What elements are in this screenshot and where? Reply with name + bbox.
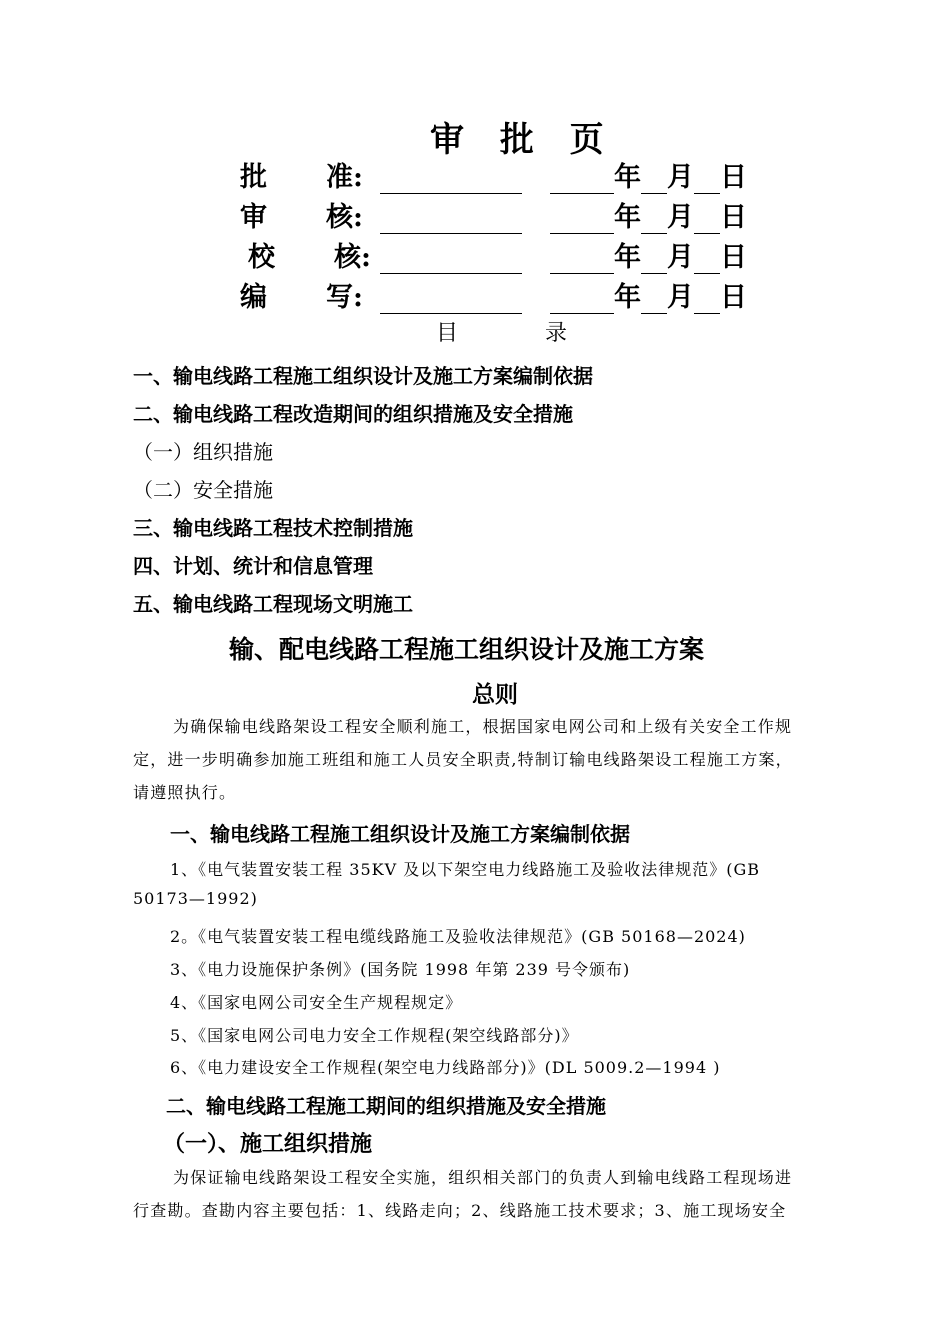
year-line[interactable] xyxy=(550,167,614,194)
general-heading: 总则 xyxy=(472,681,518,708)
reference-item: 4、《国家电网公司安全生产规程规定》 xyxy=(170,993,463,1012)
month-line[interactable] xyxy=(641,287,667,314)
year-line[interactable] xyxy=(550,247,614,274)
toc-item[interactable]: （二）安全措施 xyxy=(133,478,273,502)
document-title: 输、配电线路工程施工组织设计及施工方案 xyxy=(229,635,705,664)
section-heading: 二、输电线路工程施工期间的组织措施及安全措施 xyxy=(166,1094,606,1118)
reference-item: 1、《电气装置安装工程 35KV 及以下架空电力线路施工及验收法律规范》(GB xyxy=(170,860,761,879)
reference-item: 3、《电力设施保护条例》(国务院 1998 年第 239 号令颁布) xyxy=(170,960,631,979)
approval-title: 审 批 页 xyxy=(430,120,616,160)
reference-item: 2。《电气装置安装工程电缆线路施工及验收法律规范》(GB 50168—2024) xyxy=(170,927,746,946)
subsection-heading: （一）、施工组织措施 xyxy=(163,1131,373,1157)
day-label: 日 xyxy=(720,242,747,273)
year-label: 年 xyxy=(614,202,641,233)
year-line[interactable] xyxy=(550,287,614,314)
approval-label: 审 xyxy=(240,202,267,233)
month-label: 月 xyxy=(667,242,694,273)
day-line[interactable] xyxy=(694,287,720,314)
approval-label: 核: xyxy=(334,242,371,273)
body-paragraph-line: 行查勘。查勘内容主要包括：1、线路走向；2、线路施工技术要求；3、施工现场安全 xyxy=(133,1201,787,1220)
signature-line[interactable] xyxy=(380,287,522,314)
toc-item[interactable]: 三、输电线路工程技术控制措施 xyxy=(133,516,413,540)
body-paragraph-line: 为保证输电线路架设工程安全实施，组织相关部门的负责人到输电线路工程现场进 xyxy=(173,1168,793,1187)
approval-label: 校 xyxy=(248,242,275,273)
day-line[interactable] xyxy=(694,167,720,194)
year-label: 年 xyxy=(614,162,641,193)
month-line[interactable] xyxy=(641,167,667,194)
general-paragraph-line: 请遵照执行。 xyxy=(133,783,237,802)
reference-item: 50173—1992) xyxy=(133,889,258,908)
section-heading: 一、输电线路工程施工组织设计及施工方案编制依据 xyxy=(170,822,630,846)
day-label: 日 xyxy=(720,162,747,193)
approval-label: 准: xyxy=(326,162,363,193)
toc-item[interactable]: 四、计划、统计和信息管理 xyxy=(133,554,373,578)
year-label: 年 xyxy=(614,282,641,313)
general-paragraph-line: 为确保输电线路架设工程安全顺利施工，根据国家电网公司和上级有关安全工作规 xyxy=(173,717,793,736)
signature-line[interactable] xyxy=(380,207,522,234)
month-label: 月 xyxy=(667,202,694,233)
approval-row-check xyxy=(248,240,747,274)
toc-item[interactable]: 一、输电线路工程施工组织设计及施工方案编制依据 xyxy=(133,364,593,388)
approval-row-approve xyxy=(240,160,747,194)
approval-label: 批 xyxy=(240,162,267,193)
reference-item: 5、《国家电网公司电力安全工作规程(架空线路部分)》 xyxy=(170,1026,579,1045)
toc-item[interactable]: （一）组织措施 xyxy=(133,440,273,464)
approval-label: 编 xyxy=(240,282,267,313)
year-line[interactable] xyxy=(550,207,614,234)
month-line[interactable] xyxy=(641,207,667,234)
month-label: 月 xyxy=(667,282,694,313)
day-label: 日 xyxy=(720,282,747,313)
approval-label: 核: xyxy=(326,202,363,233)
month-line[interactable] xyxy=(641,247,667,274)
signature-line[interactable] xyxy=(380,167,522,194)
toc-item[interactable]: 二、输电线路工程改造期间的组织措施及安全措施 xyxy=(133,402,573,426)
general-paragraph-line: 定，进一步明确参加施工班组和施工人员安全职责,特制订输电线路架设工程施工方案， xyxy=(133,750,793,769)
approval-label: 写: xyxy=(326,282,363,313)
approval-row-write xyxy=(240,280,747,314)
month-label: 月 xyxy=(667,162,694,193)
year-label: 年 xyxy=(614,242,641,273)
toc-item[interactable]: 五、输电线路工程现场文明施工 xyxy=(133,592,413,616)
day-label: 日 xyxy=(720,202,747,233)
signature-line[interactable] xyxy=(380,247,522,274)
toc-heading: 目 录 xyxy=(436,321,607,346)
reference-item: 6、《电力建设安全工作规程(架空电力线路部分)》(DL 5009.2—1994 ) xyxy=(170,1058,721,1077)
day-line[interactable] xyxy=(694,207,720,234)
day-line[interactable] xyxy=(694,247,720,274)
approval-row-review xyxy=(240,200,747,234)
